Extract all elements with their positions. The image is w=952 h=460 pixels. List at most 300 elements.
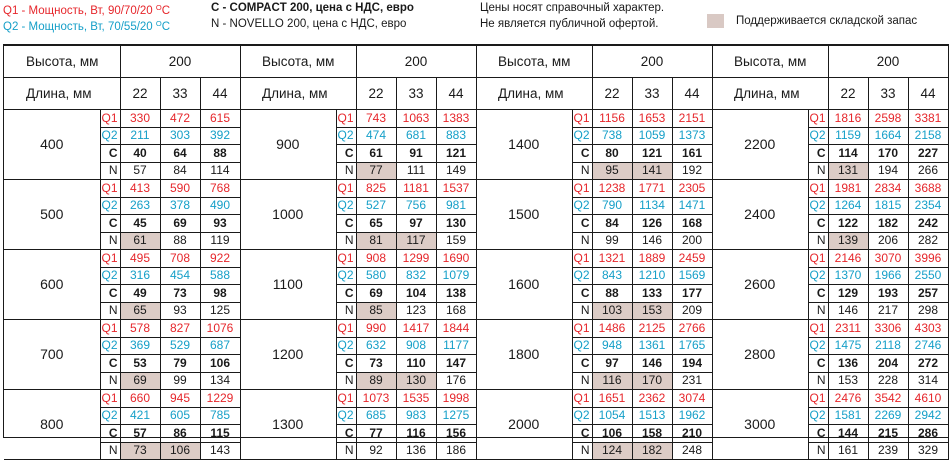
value-cell: 116 xyxy=(592,372,632,390)
row-code: Q2 xyxy=(336,337,356,355)
value-cell: 139 xyxy=(828,232,868,250)
height-value: 200 xyxy=(120,46,240,78)
value-cell: 69 xyxy=(120,372,160,390)
value-cell: 114 xyxy=(828,145,868,163)
note-reference: Цены носят справочный характер. xyxy=(480,2,665,14)
value-cell: 2354 xyxy=(908,197,948,215)
value-cell: 1134 xyxy=(632,197,672,215)
value-cell: 1059 xyxy=(632,127,672,145)
value-cell: 1581 xyxy=(828,407,868,425)
value-cell: 64 xyxy=(160,145,200,163)
value-cell: 210 xyxy=(672,425,712,443)
value-cell: 65 xyxy=(356,215,396,233)
value-cell: 843 xyxy=(592,267,632,285)
value-cell: 790 xyxy=(592,197,632,215)
row-code: Q1 xyxy=(808,320,828,338)
value-cell: 1361 xyxy=(632,337,672,355)
value-cell: 81 xyxy=(356,232,396,250)
row-code: C xyxy=(336,355,356,373)
legend-stock: Поддерживается складской запас xyxy=(736,15,918,27)
value-cell: 182 xyxy=(868,215,908,233)
depth-header: 44 xyxy=(908,78,948,110)
value-cell: 1299 xyxy=(396,250,436,268)
value-cell: 2746 xyxy=(908,337,948,355)
value-cell: 61 xyxy=(120,232,160,250)
value-cell: 1471 xyxy=(672,197,712,215)
value-cell: 474 xyxy=(356,127,396,145)
value-cell: 133 xyxy=(632,285,672,303)
legend-novello: N - NOVELLO 200, цена с НДС, евро xyxy=(211,18,407,30)
row-code: Q1 xyxy=(100,320,120,338)
table-row xyxy=(240,180,476,198)
row-code: Q2 xyxy=(100,267,120,285)
value-cell: 97 xyxy=(592,355,632,373)
value-cell: 49 xyxy=(120,285,160,303)
value-cell: 209 xyxy=(672,302,712,320)
value-cell: 282 xyxy=(908,232,948,250)
table-row xyxy=(476,250,712,268)
value-cell: 215 xyxy=(868,425,908,443)
table-block xyxy=(4,45,240,458)
value-cell: 2598 xyxy=(868,110,908,128)
value-cell: 177 xyxy=(672,285,712,303)
value-cell: 1229 xyxy=(200,390,240,408)
row-code: C xyxy=(100,425,120,443)
height-label: Высота, мм xyxy=(712,46,828,78)
row-code: C xyxy=(572,145,592,163)
row-code: C xyxy=(572,285,592,303)
value-cell: 990 xyxy=(356,320,396,338)
value-cell: 738 xyxy=(592,127,632,145)
value-cell: 580 xyxy=(356,267,396,285)
value-cell: 103 xyxy=(592,302,632,320)
value-cell: 2550 xyxy=(908,267,948,285)
value-cell: 685 xyxy=(356,407,396,425)
value-cell: 2305 xyxy=(672,180,712,198)
row-code: C xyxy=(808,215,828,233)
row-code: Q2 xyxy=(100,407,120,425)
value-cell: 948 xyxy=(592,337,632,355)
value-cell: 129 xyxy=(828,285,868,303)
value-cell: 91 xyxy=(396,145,436,163)
value-cell: 88 xyxy=(200,145,240,163)
value-cell: 138 xyxy=(436,285,476,303)
value-cell: 242 xyxy=(908,215,948,233)
value-cell: 1981 xyxy=(828,180,868,198)
length-value: 700 xyxy=(4,320,100,390)
value-cell: 1844 xyxy=(436,320,476,338)
table-row xyxy=(4,390,240,408)
value-cell: 1156 xyxy=(592,110,632,128)
row-code: C xyxy=(100,355,120,373)
value-cell: 144 xyxy=(828,425,868,443)
value-cell: 88 xyxy=(592,285,632,303)
row-code: Q1 xyxy=(100,180,120,198)
value-cell: 2118 xyxy=(868,337,908,355)
value-cell: 98 xyxy=(200,285,240,303)
row-code: Q2 xyxy=(808,337,828,355)
value-cell: 110 xyxy=(396,355,436,373)
value-cell: 2942 xyxy=(908,407,948,425)
value-cell: 176 xyxy=(436,372,476,390)
row-code: C xyxy=(572,425,592,443)
value-cell: 125 xyxy=(200,302,240,320)
length-value: 900 xyxy=(240,110,336,180)
value-cell: 40 xyxy=(120,145,160,163)
row-code: N xyxy=(808,302,828,320)
value-cell: 146 xyxy=(632,355,672,373)
height-label: Высота, мм xyxy=(240,46,356,78)
value-cell: 378 xyxy=(160,197,200,215)
row-code: Q2 xyxy=(336,127,356,145)
value-cell: 89 xyxy=(356,372,396,390)
row-code: Q2 xyxy=(572,127,592,145)
value-cell: 228 xyxy=(868,372,908,390)
value-cell: 1653 xyxy=(632,110,672,128)
value-cell: 86 xyxy=(160,425,200,443)
row-code: Q2 xyxy=(572,407,592,425)
value-cell: 88 xyxy=(160,232,200,250)
value-cell: 2459 xyxy=(672,250,712,268)
table-row xyxy=(4,250,240,268)
value-cell: 588 xyxy=(200,267,240,285)
row-code: N xyxy=(808,442,828,460)
row-code: Q1 xyxy=(572,180,592,198)
value-cell: 1816 xyxy=(828,110,868,128)
value-cell: 2125 xyxy=(632,320,672,338)
table-row xyxy=(476,390,712,408)
value-cell: 272 xyxy=(908,355,948,373)
length-value: 2200 xyxy=(712,110,808,180)
row-code: C xyxy=(808,425,828,443)
value-cell: 827 xyxy=(160,320,200,338)
row-code: Q1 xyxy=(336,180,356,198)
value-cell: 257 xyxy=(908,285,948,303)
value-cell: 159 xyxy=(436,232,476,250)
value-cell: 945 xyxy=(160,390,200,408)
table-block xyxy=(240,45,476,458)
length-value: 1000 xyxy=(240,180,336,250)
value-cell: 69 xyxy=(160,215,200,233)
table-row xyxy=(240,250,476,268)
value-cell: 2151 xyxy=(672,110,712,128)
value-cell: 578 xyxy=(120,320,160,338)
value-cell: 3542 xyxy=(868,390,908,408)
row-code: Q1 xyxy=(572,250,592,268)
value-cell: 79 xyxy=(160,355,200,373)
legend-q2: Q2 - Мощность, Вт, 70/55/20 $^O$C xyxy=(3,19,171,33)
value-cell: 2146 xyxy=(828,250,868,268)
value-cell: 1765 xyxy=(672,337,712,355)
value-cell: 687 xyxy=(200,337,240,355)
row-code: Q2 xyxy=(808,267,828,285)
length-label: Длина, мм xyxy=(240,78,356,110)
value-cell: 981 xyxy=(436,197,476,215)
value-cell: 161 xyxy=(828,442,868,460)
length-value: 600 xyxy=(4,250,100,320)
value-cell: 1238 xyxy=(592,180,632,198)
length-value: 1500 xyxy=(476,180,572,250)
row-code: Q1 xyxy=(100,110,120,128)
value-cell: 1210 xyxy=(632,267,672,285)
value-cell: 303 xyxy=(160,127,200,145)
row-code: Q1 xyxy=(808,110,828,128)
value-cell: 1073 xyxy=(356,390,396,408)
table-row xyxy=(712,390,948,408)
value-cell: 1373 xyxy=(672,127,712,145)
value-cell: 495 xyxy=(120,250,160,268)
value-cell: 330 xyxy=(120,110,160,128)
row-code: C xyxy=(336,425,356,443)
value-cell: 121 xyxy=(436,145,476,163)
value-cell: 2766 xyxy=(672,320,712,338)
value-cell: 1159 xyxy=(828,127,868,145)
value-cell: 136 xyxy=(828,355,868,373)
depth-header: 33 xyxy=(396,78,436,110)
value-cell: 615 xyxy=(200,110,240,128)
row-code: N xyxy=(572,232,592,250)
depth-header: 22 xyxy=(120,78,160,110)
value-cell: 983 xyxy=(396,407,436,425)
row-code: Q1 xyxy=(336,110,356,128)
value-cell: 1417 xyxy=(396,320,436,338)
value-cell: 211 xyxy=(120,127,160,145)
legend-compact: C - COMPACT 200, цена с НДС, евро xyxy=(211,2,414,14)
value-cell: 590 xyxy=(160,180,200,198)
value-cell: 57 xyxy=(120,162,160,180)
length-value: 1100 xyxy=(240,250,336,320)
value-cell: 134 xyxy=(200,372,240,390)
row-code: Q2 xyxy=(572,337,592,355)
row-code: C xyxy=(100,145,120,163)
value-cell: 2311 xyxy=(828,320,868,338)
row-code: Q1 xyxy=(336,320,356,338)
value-cell: 204 xyxy=(868,355,908,373)
row-code: Q2 xyxy=(100,197,120,215)
value-cell: 115 xyxy=(200,425,240,443)
length-value: 1300 xyxy=(240,390,336,460)
depth-header: 44 xyxy=(672,78,712,110)
row-code: N xyxy=(572,442,592,460)
value-cell: 908 xyxy=(396,337,436,355)
value-cell: 266 xyxy=(908,162,948,180)
value-cell: 217 xyxy=(868,302,908,320)
table-row xyxy=(712,180,948,198)
value-cell: 743 xyxy=(356,110,396,128)
value-cell: 106 xyxy=(200,355,240,373)
value-cell: 605 xyxy=(160,407,200,425)
row-code: N xyxy=(336,372,356,390)
value-cell: 1815 xyxy=(868,197,908,215)
value-cell: 832 xyxy=(396,267,436,285)
value-cell: 73 xyxy=(120,442,160,460)
row-code: Q1 xyxy=(808,390,828,408)
value-cell: 126 xyxy=(632,215,672,233)
value-cell: 3070 xyxy=(868,250,908,268)
value-cell: 392 xyxy=(200,127,240,145)
table-row xyxy=(4,180,240,198)
depth-header: 33 xyxy=(868,78,908,110)
row-code: Q2 xyxy=(808,127,828,145)
table-row xyxy=(4,320,240,338)
table-block xyxy=(476,45,712,458)
length-value: 500 xyxy=(4,180,100,250)
row-code: N xyxy=(808,372,828,390)
height-value: 200 xyxy=(592,46,712,78)
row-code: C xyxy=(572,215,592,233)
length-label: Длина, мм xyxy=(712,78,828,110)
value-cell: 161 xyxy=(672,145,712,163)
value-cell: 490 xyxy=(200,197,240,215)
value-cell: 143 xyxy=(200,442,240,460)
height-label: Высота, мм xyxy=(476,46,592,78)
value-cell: 99 xyxy=(160,372,200,390)
length-value: 2400 xyxy=(712,180,808,250)
table-row xyxy=(4,110,240,128)
height-label: Высота, мм xyxy=(4,46,120,78)
value-cell: 153 xyxy=(828,372,868,390)
value-cell: 92 xyxy=(356,442,396,460)
row-code: Q1 xyxy=(336,250,356,268)
value-cell: 263 xyxy=(120,197,160,215)
value-cell: 922 xyxy=(200,250,240,268)
value-cell: 200 xyxy=(672,232,712,250)
value-cell: 73 xyxy=(356,355,396,373)
row-code: Q2 xyxy=(572,267,592,285)
row-code: N xyxy=(336,162,356,180)
value-cell: 186 xyxy=(436,442,476,460)
row-code: C xyxy=(336,145,356,163)
value-cell: 632 xyxy=(356,337,396,355)
value-cell: 1962 xyxy=(672,407,712,425)
value-cell: 146 xyxy=(828,302,868,320)
row-code: C xyxy=(808,355,828,373)
value-cell: 1054 xyxy=(592,407,632,425)
row-code: N xyxy=(808,232,828,250)
value-cell: 369 xyxy=(120,337,160,355)
row-code: Q1 xyxy=(808,250,828,268)
value-cell: 124 xyxy=(592,442,632,460)
value-cell: 527 xyxy=(356,197,396,215)
value-cell: 529 xyxy=(160,337,200,355)
value-cell: 192 xyxy=(672,162,712,180)
value-cell: 65 xyxy=(120,302,160,320)
row-code: Q2 xyxy=(336,267,356,285)
value-cell: 248 xyxy=(672,442,712,460)
table-row xyxy=(712,320,948,338)
value-cell: 316 xyxy=(120,267,160,285)
row-code: C xyxy=(808,145,828,163)
value-cell: 1076 xyxy=(200,320,240,338)
height-value: 200 xyxy=(828,46,948,78)
value-cell: 84 xyxy=(160,162,200,180)
value-cell: 106 xyxy=(160,442,200,460)
value-cell: 111 xyxy=(396,162,436,180)
length-value: 2000 xyxy=(476,390,572,460)
value-cell: 756 xyxy=(396,197,436,215)
value-cell: 114 xyxy=(200,162,240,180)
length-value: 1800 xyxy=(476,320,572,390)
table-row xyxy=(240,390,476,408)
value-cell: 1181 xyxy=(396,180,436,198)
value-cell: 454 xyxy=(160,267,200,285)
row-code: N xyxy=(336,232,356,250)
row-code: N xyxy=(336,442,356,460)
legend-q1: Q1 - Мощность, Вт, 90/70/20 $^O$C xyxy=(3,3,171,17)
value-cell: 45 xyxy=(120,215,160,233)
value-cell: 2834 xyxy=(868,180,908,198)
length-label: Длина, мм xyxy=(476,78,592,110)
value-cell: 1569 xyxy=(672,267,712,285)
value-cell: 1690 xyxy=(436,250,476,268)
depth-header: 44 xyxy=(436,78,476,110)
value-cell: 908 xyxy=(356,250,396,268)
value-cell: 239 xyxy=(868,442,908,460)
value-cell: 1513 xyxy=(632,407,672,425)
value-cell: 168 xyxy=(672,215,712,233)
row-code: Q2 xyxy=(808,407,828,425)
value-cell: 95 xyxy=(592,162,632,180)
value-cell: 1275 xyxy=(436,407,476,425)
value-cell: 1079 xyxy=(436,267,476,285)
row-code: N xyxy=(100,162,120,180)
length-value: 1200 xyxy=(240,320,336,390)
row-code: C xyxy=(100,285,120,303)
value-cell: 4303 xyxy=(908,320,948,338)
row-code: Q2 xyxy=(100,127,120,145)
row-code: Q2 xyxy=(808,197,828,215)
value-cell: 472 xyxy=(160,110,200,128)
value-cell: 421 xyxy=(120,407,160,425)
table-row xyxy=(476,180,712,198)
depth-header: 44 xyxy=(200,78,240,110)
value-cell: 2269 xyxy=(868,407,908,425)
row-code: N xyxy=(100,302,120,320)
value-cell: 77 xyxy=(356,162,396,180)
row-code: Q2 xyxy=(336,407,356,425)
table-row xyxy=(240,110,476,128)
value-cell: 660 xyxy=(120,390,160,408)
row-code: Q1 xyxy=(572,110,592,128)
value-cell: 147 xyxy=(436,355,476,373)
table-row xyxy=(476,320,712,338)
value-cell: 1771 xyxy=(632,180,672,198)
value-cell: 53 xyxy=(120,355,160,373)
depth-header: 22 xyxy=(828,78,868,110)
row-code: N xyxy=(100,372,120,390)
value-cell: 2476 xyxy=(828,390,868,408)
row-code: Q1 xyxy=(336,390,356,408)
length-value: 400 xyxy=(4,110,100,180)
length-value: 2600 xyxy=(712,250,808,320)
value-cell: 413 xyxy=(120,180,160,198)
value-cell: 286 xyxy=(908,425,948,443)
table-row xyxy=(240,320,476,338)
table-block xyxy=(712,45,948,458)
length-value: 2800 xyxy=(712,320,808,390)
value-cell: 73 xyxy=(160,285,200,303)
value-cell: 168 xyxy=(436,302,476,320)
value-cell: 193 xyxy=(868,285,908,303)
value-cell: 194 xyxy=(672,355,712,373)
value-cell: 314 xyxy=(908,372,948,390)
value-cell: 1998 xyxy=(436,390,476,408)
value-cell: 170 xyxy=(632,372,672,390)
row-code: N xyxy=(336,302,356,320)
value-cell: 768 xyxy=(200,180,240,198)
value-cell: 1966 xyxy=(868,267,908,285)
row-code: N xyxy=(808,162,828,180)
